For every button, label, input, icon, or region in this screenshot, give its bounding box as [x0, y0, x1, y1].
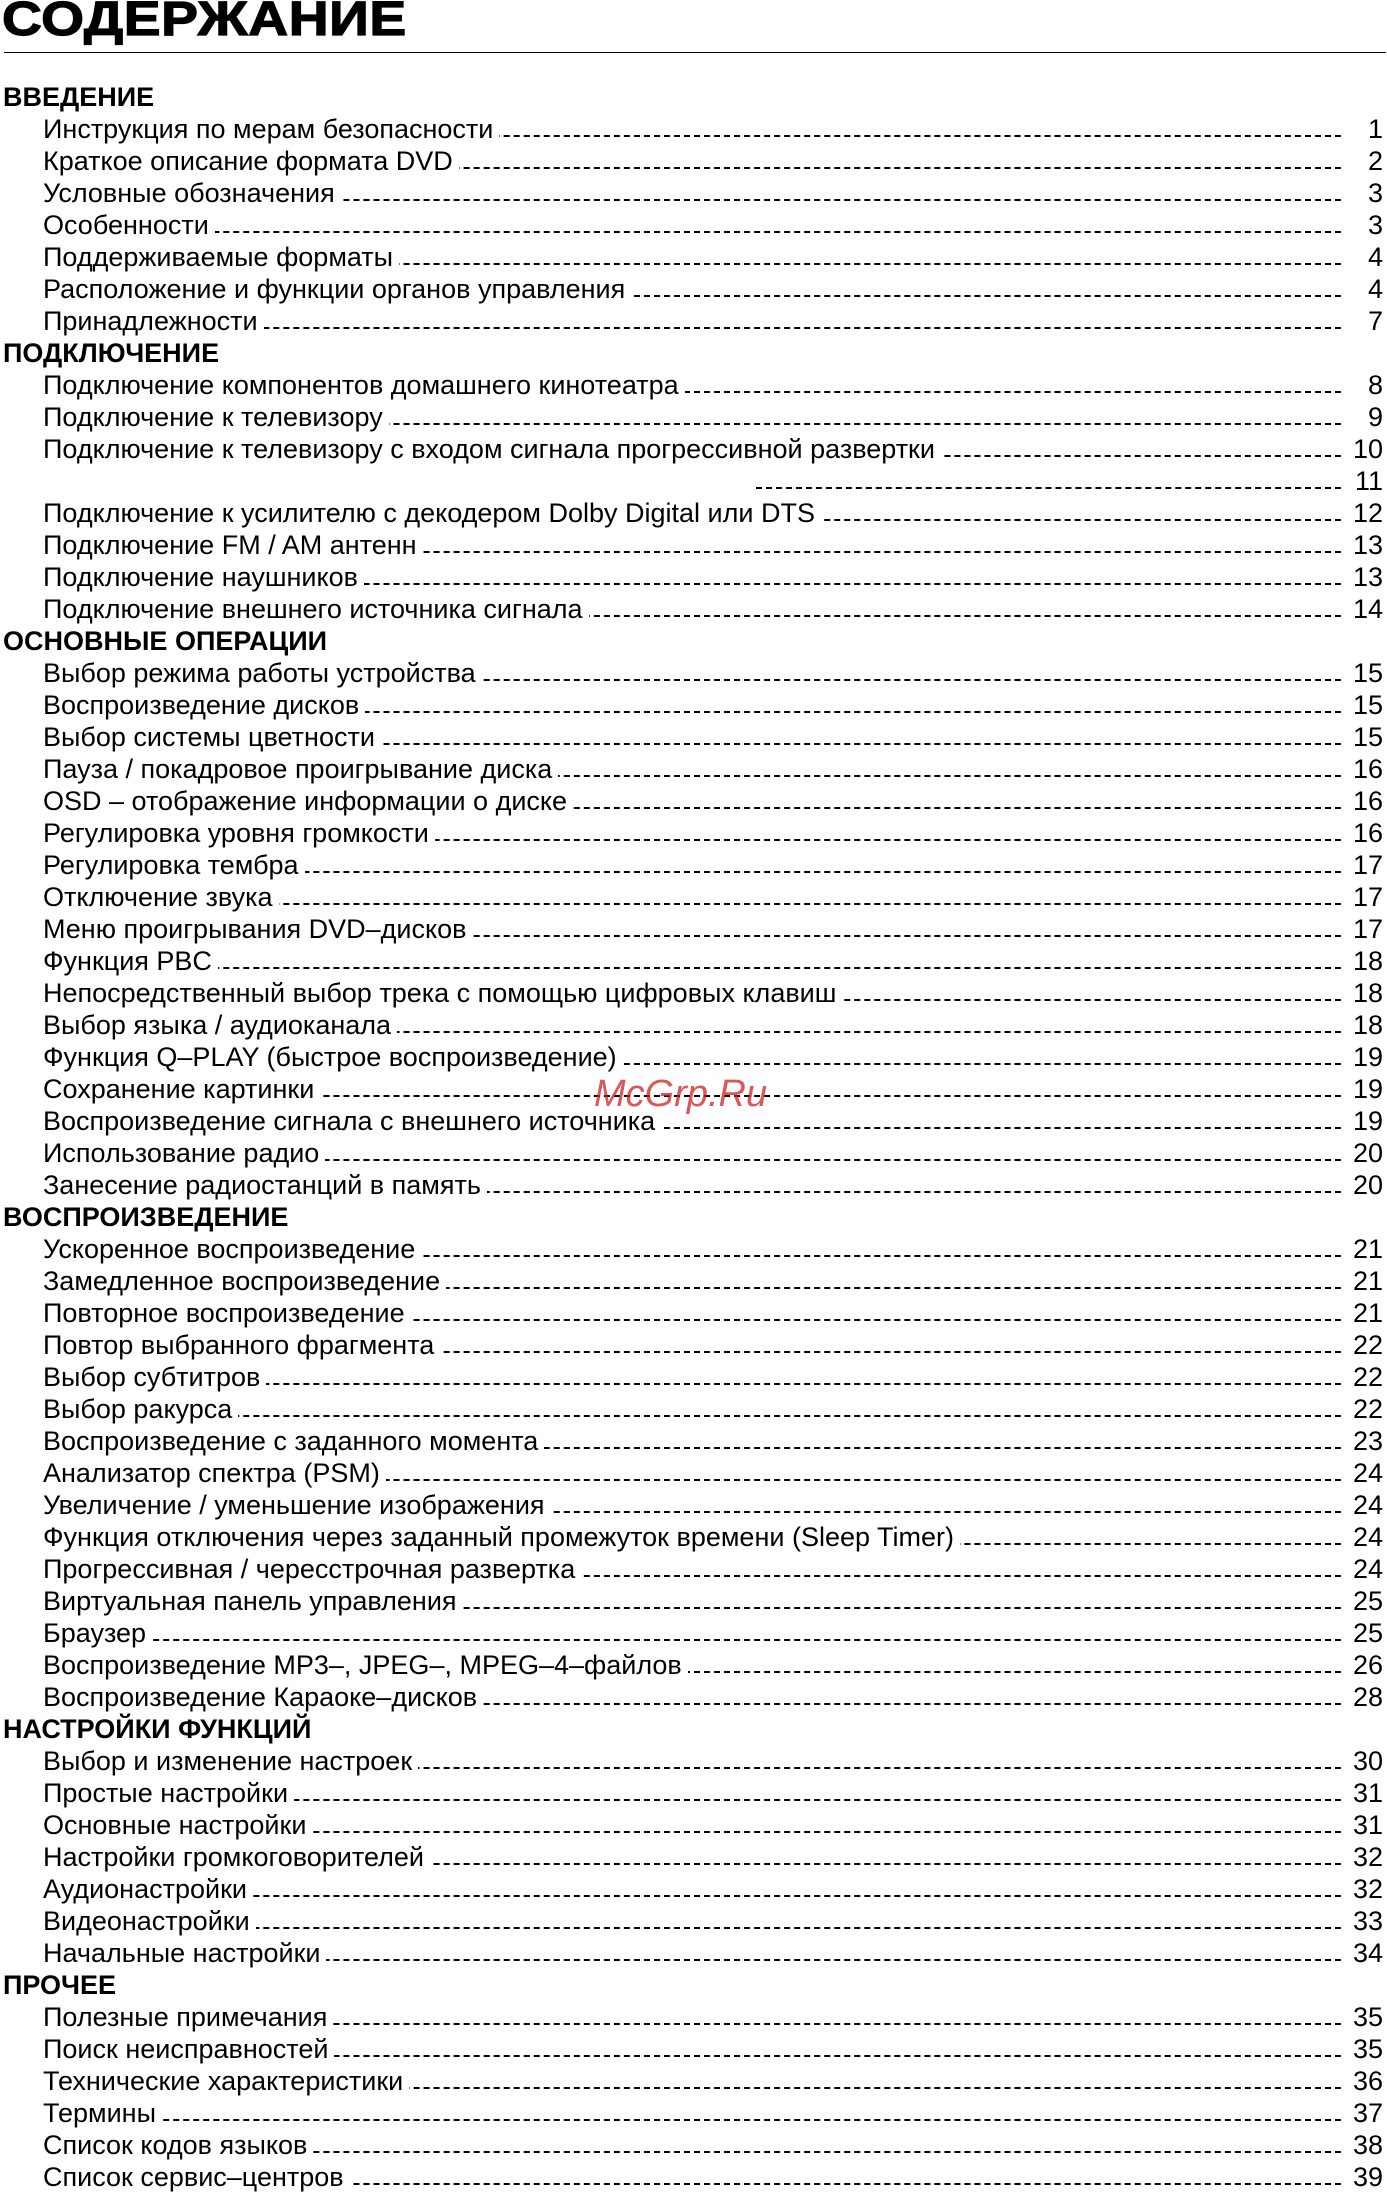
toc-entry[interactable]	[0, 1137, 1387, 1169]
toc-entry-page-number: 15	[1347, 689, 1383, 721]
toc-entry-page-number: 16	[1347, 753, 1383, 785]
toc-entry-page-number: 38	[1347, 2129, 1383, 2161]
dotted-leader	[43, 1639, 1341, 1641]
toc-entry[interactable]	[0, 1745, 1387, 1777]
toc-entry[interactable]	[0, 945, 1387, 977]
toc-entry[interactable]	[0, 849, 1387, 881]
toc-entry-title: Функция PBC	[43, 945, 218, 977]
toc-entry-title: Воспроизведение дисков	[43, 689, 365, 721]
toc-entry[interactable]	[0, 753, 1387, 785]
toc-entry-title: Особенности	[43, 209, 215, 241]
toc-entry[interactable]	[0, 1649, 1387, 1681]
dotted-leader	[756, 487, 1341, 489]
page-title: СОДЕРЖАНИЕ	[2, 0, 407, 46]
toc-entry-title: Браузер	[43, 1617, 152, 1649]
toc-entry[interactable]	[0, 241, 1387, 273]
toc-entry[interactable]	[0, 913, 1387, 945]
toc-entry-page-number: 32	[1347, 1873, 1383, 1905]
toc-entry[interactable]	[0, 273, 1387, 305]
toc-entry[interactable]	[0, 1681, 1387, 1713]
toc-entry[interactable]	[0, 1425, 1387, 1457]
toc-entry[interactable]	[0, 1489, 1387, 1521]
toc-entry-title: Подключение к телевизору	[43, 401, 389, 433]
toc-entry-title: Список сервис–центров	[43, 2161, 350, 2193]
toc-entry[interactable]	[0, 721, 1387, 753]
dotted-leader	[43, 2119, 1341, 2121]
toc-entry-title: Воспроизведение MP3–, JPEG–, MPEG–4–файлов	[43, 1649, 688, 1681]
section-heading: ВОСПРОИЗВЕДЕНИЕ	[3, 1202, 289, 1232]
section-heading: НАСТРОЙКИ ФУНКЦИЙ	[3, 1714, 312, 1744]
toc-entry-title: Выбор системы цветности	[43, 721, 381, 753]
toc-entry-page-number: 17	[1347, 913, 1383, 945]
toc-entry-title: Принадлежности	[43, 305, 264, 337]
toc-entry-page-number: 22	[1347, 1361, 1383, 1393]
dotted-leader	[43, 231, 1341, 233]
toc-entry-page-number: 18	[1347, 977, 1383, 1009]
toc-entry[interactable]	[0, 145, 1387, 177]
toc-entry-page-number: 31	[1347, 1809, 1383, 1841]
toc-entry[interactable]	[0, 1329, 1387, 1361]
toc-entry-page-number: 15	[1347, 721, 1383, 753]
toc-entry-title: Воспроизведение Караоке–дисков	[43, 1681, 483, 1713]
toc-entry-title: Функция отключения через заданный промежуток времени (Sleep Timer)	[43, 1521, 960, 1553]
toc-entry-title: Простые настройки	[43, 1777, 294, 1809]
toc-entry-title: Подключение внешнего источника сигнала	[43, 593, 589, 625]
toc-entry[interactable]	[0, 209, 1387, 241]
toc-entry[interactable]	[0, 2097, 1387, 2129]
toc-entry-title: Выбор языка / аудиоканала	[43, 1009, 397, 1041]
toc-entry-title: Ускоренное воспроизведение	[43, 1233, 421, 1265]
toc-entry-page-number: 25	[1347, 1585, 1383, 1617]
toc-entry[interactable]	[0, 433, 1387, 465]
toc-entry[interactable]	[0, 305, 1387, 337]
toc-entry-title: Краткое описание формата DVD	[43, 145, 459, 177]
section-heading: ПОДКЛЮЧЕНИЕ	[3, 338, 220, 368]
toc-entry[interactable]	[0, 657, 1387, 689]
toc-entry-page-number: 23	[1347, 1425, 1383, 1457]
toc-entry-page-number: 22	[1347, 1329, 1383, 1361]
toc-entry[interactable]	[0, 2065, 1387, 2097]
toc-entry-title: Непосредственный выбор трека с помощью цифровых клавиш	[43, 977, 842, 1009]
toc-entry[interactable]	[0, 369, 1387, 401]
toc-entry-title: Функция Q–PLAY (быстрое воспроизведение)	[43, 1041, 623, 1073]
toc-entry[interactable]	[0, 113, 1387, 145]
toc-entry[interactable]	[0, 1905, 1387, 1937]
toc-entry-title: Инструкция по мерам безопасности	[43, 113, 499, 145]
toc-entry-page-number: 11	[1349, 465, 1383, 497]
toc-entry[interactable]	[0, 1617, 1387, 1649]
toc-entry-page-number: 12	[1347, 497, 1383, 529]
toc-entry[interactable]	[0, 977, 1387, 1009]
toc-entry[interactable]	[0, 1393, 1387, 1425]
toc-entry-title: Отключение звука	[43, 881, 279, 913]
toc-entry[interactable]	[0, 2033, 1387, 2065]
toc-entry-title: Пауза / покадровое проигрывание диска	[43, 753, 558, 785]
toc-entry[interactable]	[0, 1361, 1387, 1393]
toc-entry-page-number: 16	[1347, 785, 1383, 817]
toc-entry[interactable]	[0, 785, 1387, 817]
toc-entry-title: Настройки громкоговорителей	[43, 1841, 430, 1873]
toc-entry-page-number: 21	[1347, 1265, 1383, 1297]
toc-entry[interactable]	[0, 177, 1387, 209]
toc-entry-page-number: 24	[1347, 1489, 1383, 1521]
toc-entry-page-number: 25	[1347, 1617, 1383, 1649]
toc-entry-page-number: 26	[1347, 1649, 1383, 1681]
toc-entry-title: Повторное воспроизведение	[43, 1297, 411, 1329]
section-heading: ВВЕДЕНИЕ	[3, 82, 155, 112]
toc-entry-page-number: 35	[1347, 2033, 1383, 2065]
toc-entry-page-number: 1	[1362, 113, 1383, 145]
toc-entry[interactable]	[0, 2129, 1387, 2161]
toc-entry[interactable]	[0, 689, 1387, 721]
toc-entry-title: Увеличение / уменьшение изображения	[43, 1489, 551, 1521]
toc-entry[interactable]	[0, 1233, 1387, 1265]
toc-entry-title: Выбор субтитров	[43, 1361, 266, 1393]
toc-entry-page-number: 17	[1347, 849, 1383, 881]
toc-entry-page-number: 8	[1362, 369, 1383, 401]
toc-entry-title: Расположение и функции органов управления	[43, 273, 631, 305]
toc-entry-title: Меню проигрывания DVD–дисков	[43, 913, 472, 945]
toc-entry[interactable]	[0, 1809, 1387, 1841]
toc-entry[interactable]	[0, 2161, 1387, 2193]
toc-entry-title: Термины	[43, 2097, 162, 2129]
toc-entry-page-number: 17	[1347, 881, 1383, 913]
toc-entry[interactable]	[0, 1297, 1387, 1329]
toc-entry-title: Начальные настройки	[43, 1937, 326, 1969]
toc-entry-page-number: 4	[1362, 273, 1383, 305]
toc-entry-page-number: 19	[1347, 1041, 1383, 1073]
toc-entry-title: Регулировка тембра	[43, 849, 305, 881]
toc-entry[interactable]	[0, 1009, 1387, 1041]
toc-entry[interactable]	[0, 2001, 1387, 2033]
toc-entry-page-number: 15	[1347, 657, 1383, 689]
toc-entry-page-number: 13	[1347, 529, 1383, 561]
toc-entry-page-number: 24	[1347, 1553, 1383, 1585]
title-divider	[4, 52, 1386, 53]
section-heading: ОСНОВНЫЕ ОПЕРАЦИИ	[3, 626, 328, 656]
toc-entry-title: Занесение радиостанций в память	[43, 1169, 487, 1201]
toc-entry-page-number: 16	[1347, 817, 1383, 849]
toc-entry-title: Замедленное воспроизведение	[43, 1265, 446, 1297]
toc-entry-page-number: 32	[1347, 1841, 1383, 1873]
toc-entry-title: Подключение FM / AM антенн	[43, 529, 423, 561]
toc-entry-page-number: 4	[1362, 241, 1383, 273]
toc-entry-title: Полезные примечания	[43, 2001, 333, 2033]
toc-entry[interactable]	[0, 1265, 1387, 1297]
toc-entry-title: Повтор выбранного фрагмента	[43, 1329, 440, 1361]
toc-entry[interactable]	[0, 497, 1387, 529]
toc-entry-page-number: 19	[1347, 1073, 1383, 1105]
toc-entry[interactable]	[0, 1041, 1387, 1073]
toc-entry-title: Подключение к усилителю с декодером Dolby Digital или DTS	[43, 497, 821, 529]
toc-entry-page-number: 39	[1347, 2161, 1383, 2193]
toc-entry-title: Выбор ракурса	[43, 1393, 238, 1425]
toc-entry-title: Регулировка уровня громкости	[43, 817, 435, 849]
toc-entry-page-number: 9	[1362, 401, 1383, 433]
toc-entry-page-number: 21	[1347, 1297, 1383, 1329]
toc-entry[interactable]	[0, 1073, 1387, 1105]
toc-entry-title: Подключение к телевизору с входом сигнала прогрессивной развертки	[43, 433, 941, 465]
toc-entry-page-number: 14	[1347, 593, 1383, 625]
toc-entry-page-number: 33	[1347, 1905, 1383, 1937]
toc-entry[interactable]	[0, 1585, 1387, 1617]
toc-entry-title: Воспроизведение с заданного момента	[43, 1425, 544, 1457]
toc-entry-page-number: 21	[1347, 1233, 1383, 1265]
toc-entry-title: Видеонастройки	[43, 1905, 256, 1937]
toc-entry-page-number: 20	[1347, 1137, 1383, 1169]
toc-entry-page-number: 19	[1347, 1105, 1383, 1137]
toc-entry-title: Выбор режима работы устройства	[43, 657, 482, 689]
toc-entry[interactable]	[0, 401, 1387, 433]
toc-entry-page-number: 37	[1347, 2097, 1383, 2129]
toc-entry-page-number: 35	[1347, 2001, 1383, 2033]
toc-entry[interactable]	[0, 1553, 1387, 1585]
toc-entry-title: Поддерживаемые форматы	[43, 241, 399, 273]
section-heading: ПРОЧЕЕ	[3, 1970, 117, 2000]
toc-entry[interactable]	[0, 465, 1387, 497]
toc-entry-page-number: 18	[1347, 1009, 1383, 1041]
toc-entry-title: Анализатор спектра (PSM)	[43, 1457, 386, 1489]
toc-entry-page-number: 7	[1362, 305, 1383, 337]
toc-entry-page-number: 18	[1347, 945, 1383, 977]
toc-entry[interactable]	[0, 1105, 1387, 1137]
table-of-contents	[0, 81, 1387, 2193]
toc-entry[interactable]	[0, 1521, 1387, 1553]
toc-entry-title: Подключение наушников	[43, 561, 364, 593]
toc-entry-page-number: 30	[1347, 1745, 1383, 1777]
toc-entry-title: Подключение компонентов домашнего кинотеатра	[43, 369, 685, 401]
toc-entry[interactable]	[0, 1873, 1387, 1905]
toc-entry-page-number: 2	[1362, 145, 1383, 177]
toc-entry[interactable]	[0, 561, 1387, 593]
toc-entry-page-number: 31	[1347, 1777, 1383, 1809]
toc-entry[interactable]	[0, 1169, 1387, 1201]
toc-entry-page-number: 28	[1347, 1681, 1383, 1713]
toc-entry[interactable]	[0, 817, 1387, 849]
toc-entry-title: Использование радио	[43, 1137, 325, 1169]
dotted-leader	[43, 967, 1341, 969]
toc-entry-title: Сохранение картинки	[43, 1073, 320, 1105]
toc-entry-title: Условные обозначения	[43, 177, 341, 209]
toc-entry-title: Аудионастройки	[43, 1873, 253, 1905]
toc-entry-page-number: 34	[1347, 1937, 1383, 1969]
toc-entry[interactable]	[0, 1457, 1387, 1489]
toc-entry-page-number: 3	[1362, 209, 1383, 241]
toc-entry[interactable]	[0, 593, 1387, 625]
toc-entry-page-number: 3	[1362, 177, 1383, 209]
toc-entry-title: Прогрессивная / чересстрочная развертка	[43, 1553, 581, 1585]
toc-entry-title: Технические характеристики	[43, 2065, 409, 2097]
toc-entry-page-number: 24	[1347, 1521, 1383, 1553]
toc-entry[interactable]	[0, 1937, 1387, 1969]
toc-entry-title: Выбор и изменение настроек	[43, 1745, 418, 1777]
toc-entry[interactable]	[0, 529, 1387, 561]
toc-entry-page-number: 22	[1347, 1393, 1383, 1425]
toc-entry-page-number: 13	[1347, 561, 1383, 593]
toc-entry[interactable]	[0, 1777, 1387, 1809]
watermark: McGrp.Ru	[594, 1073, 768, 1115]
toc-entry-title: Список кодов языков	[43, 2129, 313, 2161]
toc-entry-title: Поиск неисправностей	[43, 2033, 334, 2065]
toc-entry-page-number: 24	[1347, 1457, 1383, 1489]
toc-entry-title: Основные настройки	[43, 1809, 312, 1841]
toc-entry[interactable]	[0, 1841, 1387, 1873]
toc-entry-title: Виртуальная панель управления	[43, 1585, 463, 1617]
toc-entry-page-number: 36	[1347, 2065, 1383, 2097]
toc-entry-title: OSD – отображение информации о диске	[43, 785, 573, 817]
toc-entry-page-number: 10	[1347, 433, 1383, 465]
toc-entry-page-number: 20	[1347, 1169, 1383, 1201]
toc-entry-title: Воспроизведение сигнала с внешнего источника	[43, 1105, 661, 1137]
toc-entry[interactable]	[0, 881, 1387, 913]
